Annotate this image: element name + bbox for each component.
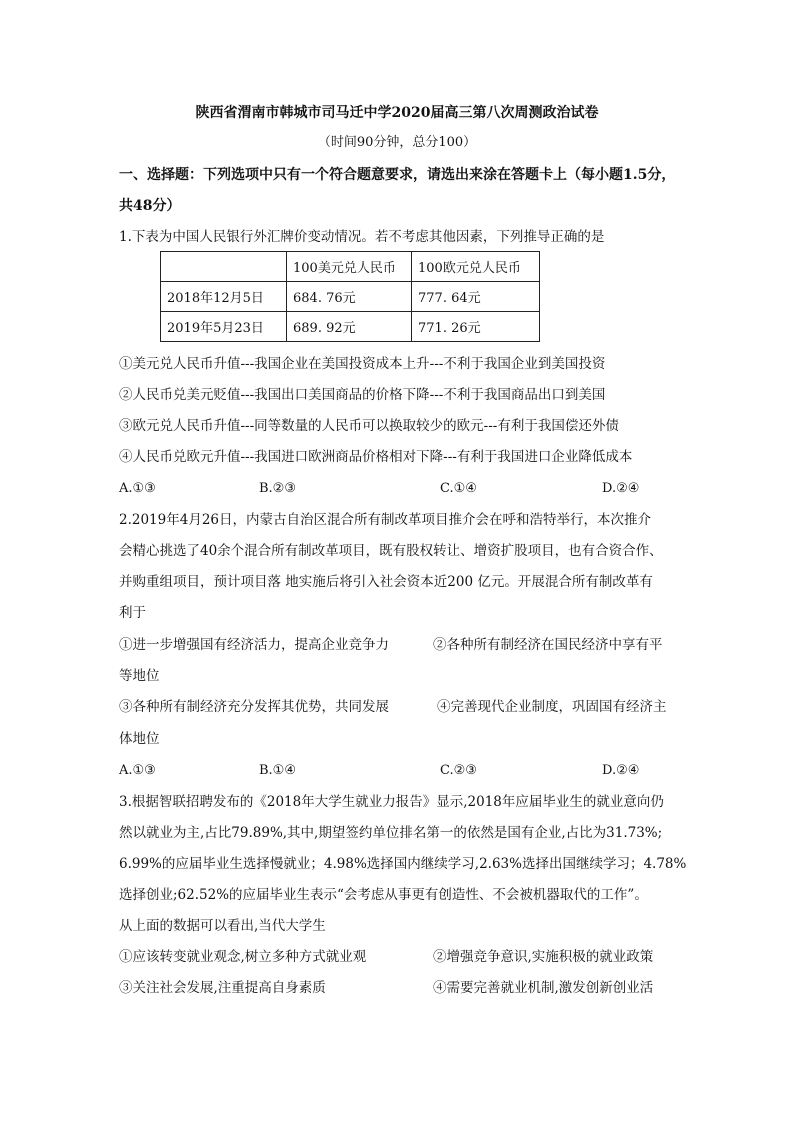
q2-stem-line: 利于 — [119, 605, 146, 621]
table-row — [161, 282, 540, 312]
q1-item-3: ③欧元兑人民币升值---同等数量的人民币可以换取较少的欧元---有利于我国偿还外债 — [119, 418, 619, 434]
table-header-cell: 100美元兑人民币 — [287, 252, 412, 282]
q3-item-4: ④需要完善就业机制,激发创新创业活 — [433, 980, 654, 996]
table-cell: 689. 92元 — [287, 312, 412, 342]
q2-item-4: ④完善现代企业制度，巩固国有经济主 — [437, 699, 667, 715]
q2-item-2-cont: 等地位 — [119, 668, 160, 684]
q3-stem-line: 6.99%的应届毕业生选择慢就业；4.98%选择国内继续学习,2.63%选择出国继续学习；4.78% — [119, 856, 687, 872]
q1-item-1: ①美元兑人民币升值---我国企业在美国投资成本上升---不利于我国企业到美国投资 — [119, 356, 606, 372]
q3-stem-line: 3.根据智联招聘发布的《2018年大学生就业力报告》显示,2018年应届毕业生的就业意向仍 — [119, 794, 664, 810]
section-heading: 一、选择题：下列选项中只有一个符合题意要求，请选出来涂在答题卡上（每小题1.5分， — [119, 167, 676, 183]
table-header-row — [161, 252, 540, 282]
q2-stem-line: 会精心挑选了40余个混合所有制改革项目，既有股权转让、增资扩股项目，也有合资合作、 — [119, 543, 663, 559]
table-cell: 777. 64元 — [412, 282, 540, 312]
q2-option-d[interactable]: D.②④ — [602, 763, 640, 778]
q3-stem-line: 然以就业为主,占比79.89%,其中,期望签约单位排名第一的依然是国有企业,占比为31.73%; — [119, 825, 663, 841]
section-heading-cont: 共48分） — [119, 198, 181, 214]
exchange-rate-table — [160, 251, 540, 342]
q2-option-c[interactable]: C.②③ — [440, 763, 477, 778]
q3-item-1: ①应该转变就业观念,树立多种方式就业观 — [119, 949, 367, 965]
table-header-cell — [161, 252, 287, 282]
q2-item-2: ②各种所有制经济在国民经济中享有平 — [433, 637, 663, 653]
q1-option-a[interactable]: A.①③ — [119, 481, 156, 496]
q2-option-b[interactable]: B.①④ — [259, 763, 296, 778]
table-row — [161, 312, 540, 342]
q3-stem-line: 选择创业;62.52%的应届毕业生表示“会考虑从事更有创造性、不会被机器取代的工作”。 — [119, 887, 648, 903]
q1-item-4: ④人民币兑欧元升值---我国进口欧洲商品价格相对下降---有利于我国进口企业降低成本 — [119, 449, 633, 465]
q1-option-c[interactable]: C.①④ — [440, 481, 477, 496]
q2-item-1: ①进一步增强国有经济活力，提高企业竞争力 — [119, 637, 389, 653]
q2-item-4-cont: 体地位 — [119, 731, 160, 747]
table-cell: 684. 76元 — [287, 282, 412, 312]
q2-item-3: ③各种所有制经济充分发挥其优势，共同发展 — [119, 699, 389, 715]
q3-item-2: ②增强竞争意识,实施积极的就业政策 — [433, 949, 654, 965]
q2-stem-line: 并购重组项目，预计项目落 地实施后将引入社会资本近200 亿元。开展混合所有制改革有 — [119, 574, 653, 590]
table-header-cell: 100欧元兑人民币 — [412, 252, 540, 282]
table-cell: 771. 26元 — [412, 312, 540, 342]
q3-stem-line: 从上面的数据可以看出,当代大学生 — [119, 918, 326, 934]
exam-title: 陕西省渭南市韩城市司马迁中学2020届高三第八次周测政治试卷 — [195, 105, 599, 121]
q2-option-a[interactable]: A.①③ — [119, 763, 156, 778]
q1-option-d[interactable]: D.②④ — [602, 481, 640, 496]
q1-stem: 1.下表为中国人民银行外汇牌价变动情况。若不考虑其他因素，下列推导正确的是 — [119, 229, 605, 245]
table-cell: 2019年5月23日 — [161, 312, 287, 342]
q2-stem-line: 2.2019年4月26日，内蒙古自治区混合所有制改革项目推介会在呼和浩特举行，本次推介 — [119, 512, 652, 528]
q1-option-b[interactable]: B.②③ — [259, 481, 296, 496]
exam-subtitle: （时间90分钟，总分100） — [317, 135, 477, 150]
q1-item-2: ②人民币兑美元贬值---我国出口美国商品的价格下降---不利于我国商品出口到美国 — [119, 387, 606, 403]
table-cell: 2018年12月5日 — [161, 282, 287, 312]
q3-item-3: ③关注社会发展,注重提高自身素质 — [119, 980, 326, 996]
